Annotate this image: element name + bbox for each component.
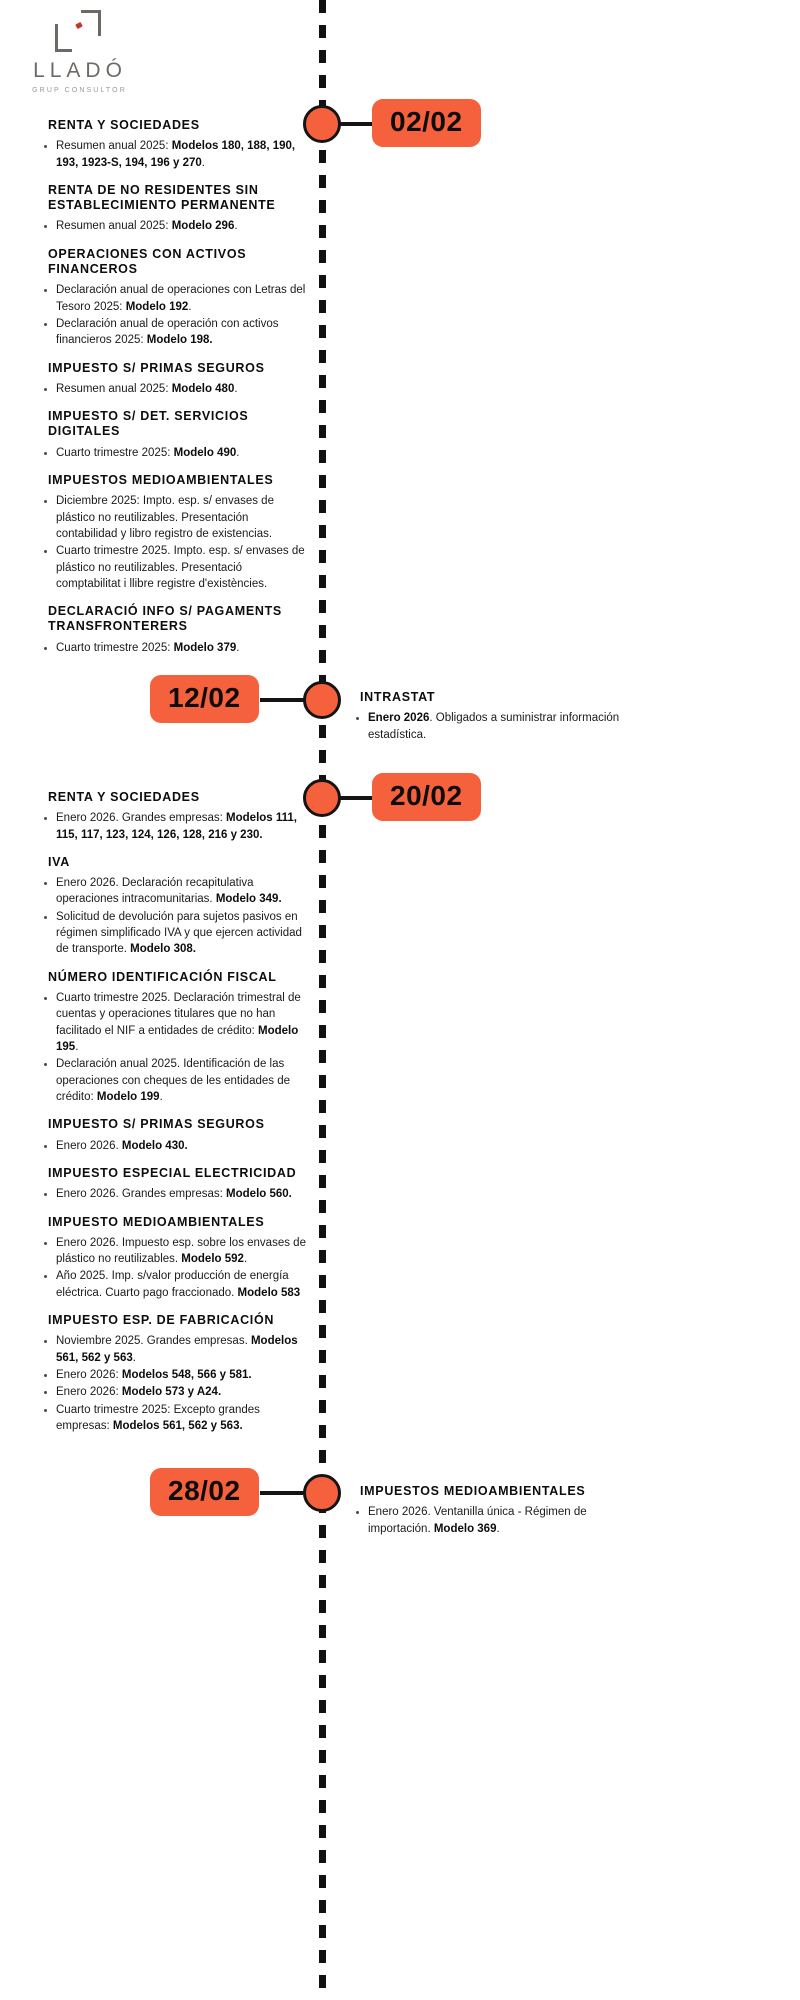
- date-content-02-02: [40, 118, 308, 668]
- tax-item-model: Modelo 195: [56, 1024, 299, 1054]
- brand-tagline: GRUP CONSULTOR: [32, 87, 127, 94]
- tax-group-title: IMPUESTOS MEDIOAMBIENTALES: [360, 1484, 586, 1498]
- tax-item-list: [40, 445, 308, 461]
- tax-group: [40, 1166, 308, 1203]
- tax-item-list: [40, 990, 308, 1105]
- tax-item-list: [40, 1138, 308, 1154]
- tax-item: Resumen anual 2025: Modelos 180, 188, 190, 193, 1923-S, 194, 196 y 270.: [40, 138, 308, 171]
- tax-item-list: [352, 710, 637, 743]
- bracket-logo-mark-icon: [55, 10, 101, 52]
- tax-group-title: IMPUESTO S/ DET. SERVICIOS DIGITALES: [48, 409, 249, 439]
- tax-item-model: Modelos 561, 562 y 563: [56, 1335, 298, 1364]
- brand-name: LLADÓ: [33, 59, 127, 82]
- tax-item: Declaración anual de operación con activos financieros 2025: Modelo 198.: [40, 316, 308, 349]
- tax-item-model: Modelo 490: [173, 446, 237, 459]
- tax-item: Enero 2026: Modelos 548, 566 y 581.: [40, 1367, 308, 1383]
- tax-item-model: Modelo 198.: [146, 334, 213, 347]
- tax-item-list: [40, 810, 308, 843]
- tax-group-title: IMPUESTO S/ PRIMAS SEGUROS: [48, 1117, 265, 1132]
- tax-item: Año 2025. Imp. s/valor producción de energía eléctrica. Cuarto pago fraccionado. Modelo 583: [40, 1268, 308, 1301]
- timeline-node-12-02: [303, 681, 341, 719]
- timeline-connector: [336, 122, 372, 126]
- tax-item-model: Modelo 349.: [215, 893, 282, 906]
- tax-group: [40, 790, 308, 843]
- timeline-node-28-02: [303, 1474, 341, 1512]
- tax-item-model: Modelo 369: [433, 1522, 497, 1535]
- tax-item: Resumen anual 2025: Modelo 296.: [40, 218, 308, 234]
- tax-group-title: RENTA Y SOCIEDADES: [48, 118, 200, 132]
- date-badge-12-02[interactable]: 12/02: [150, 675, 259, 723]
- tax-item-list: [40, 1235, 308, 1301]
- tax-group: [40, 409, 308, 461]
- tax-group-title: IVA: [48, 854, 71, 869]
- tax-item-list: [352, 1504, 637, 1537]
- tax-item: Cuarto trimestre 2025: Excepto grandes empresas: Modelos 561, 562 y 563.: [40, 1402, 308, 1435]
- tax-item-model: Modelo 560.: [226, 1188, 292, 1201]
- tax-item: Enero 2026. Grandes empresas: Modelo 560.: [40, 1186, 308, 1202]
- tax-item: Cuarto trimestre 2025. Declaración trimestral de cuentas y operaciones titulares que no han facilitado el NIF a entidades de crédito: Modelo 195.: [40, 990, 308, 1055]
- tax-item-list: [40, 1333, 308, 1434]
- timeline-connector: [260, 698, 308, 702]
- tax-item-list: [40, 875, 308, 958]
- date-content-12-02: [352, 690, 637, 755]
- tax-group: [40, 361, 308, 398]
- tax-item-list: [40, 138, 308, 171]
- tax-item: Declaración anual de operaciones con Letras del Tesoro 2025: Modelo 192.: [40, 282, 308, 315]
- tax-item-list: [40, 218, 308, 234]
- tax-item-model: Modelo 199: [96, 1091, 160, 1104]
- tax-item-list: [40, 493, 308, 592]
- tax-item: Cuarto trimestre 2025: Modelo 490.: [40, 445, 308, 461]
- tax-group: [40, 473, 308, 592]
- tax-group-title: IMPUESTO S/ PRIMAS SEGUROS: [48, 360, 265, 375]
- tax-item-model: Modelo 296: [171, 220, 235, 233]
- tax-item-list: [40, 381, 308, 397]
- tax-item-model: Modelo 583: [237, 1286, 301, 1299]
- tax-group: [352, 690, 637, 743]
- tax-item: Noviembre 2025. Grandes empresas. Modelos 561, 562 y 563.: [40, 1333, 308, 1366]
- tax-item: Cuarto trimestre 2025. Impto. esp. s/ envases de plástico no reutilizables. Presentació comptabilitat i llibre registre d'existències.: [40, 543, 308, 592]
- tax-group-title: INTRASTAT: [360, 690, 436, 704]
- tax-group-title: IMPUESTO ESP. DE FABRICACIÓN: [48, 1313, 275, 1328]
- timeline-node-02-02: [303, 105, 341, 143]
- tax-item: Solicitud de devolución para sujetos pasivos en régimen simplificado IVA y que ejercen actividad de transporte. Modelo 308.: [40, 909, 308, 958]
- date-content-20-02: [40, 790, 308, 1446]
- tax-item: Diciembre 2025: Impto. esp. s/ envases de plástico no reutilizables. Presentación contabilidad y libro registro de existencias.: [40, 493, 308, 542]
- tax-group: [40, 1313, 308, 1434]
- timeline-connector: [336, 796, 372, 800]
- tax-group: [40, 118, 308, 171]
- tax-group-title: RENTA Y SOCIEDADES: [48, 790, 200, 804]
- tax-group-title: OPERACIONES CON ACTIVOS FINANCEROS: [48, 246, 247, 276]
- tax-group: [40, 970, 308, 1106]
- brand-logo: [18, 10, 138, 94]
- tax-group: [352, 1484, 637, 1537]
- tax-item: Resumen anual 2025: Modelo 480.: [40, 381, 308, 397]
- tax-item-model: Modelo 480: [171, 382, 235, 395]
- tax-item-list: [40, 1186, 308, 1202]
- tax-item-model: Modelo 379: [173, 641, 237, 654]
- tax-item-model: Modelo 308.: [130, 943, 196, 956]
- tax-item: Enero 2026. Obligados a suministrar información estadística.: [352, 710, 637, 743]
- date-content-28-02: [352, 1484, 637, 1549]
- tax-group: [40, 1117, 308, 1154]
- tax-item-model: Modelo 592: [181, 1253, 244, 1266]
- tax-item-model: Enero 2026: [368, 712, 430, 725]
- tax-group-title: IMPUESTO ESPECIAL ELECTRICIDAD: [48, 1165, 297, 1180]
- timeline-node-20-02: [303, 779, 341, 817]
- tax-group: [40, 604, 308, 656]
- tax-item-model: Modelos 180, 188, 190, 193, 1923-S, 194, 196 y 270: [56, 140, 296, 169]
- tax-item-model: Modelos 561, 562 y 563.: [112, 1419, 243, 1432]
- tax-item: Enero 2026. Impuesto esp. sobre los envases de plástico no reutilizables. Modelo 592.: [40, 1235, 308, 1268]
- tax-group-title: NÚMERO IDENTIFICACIÓN FISCAL: [48, 969, 277, 984]
- tax-group: [40, 855, 308, 958]
- tax-group-title: RENTA DE NO RESIDENTES SIN ESTABLECIMIENTO PERMANENTE: [48, 182, 276, 213]
- tax-group-title: IMPUESTOS MEDIOAMBIENTALES: [48, 472, 274, 487]
- tax-item-list: [40, 282, 308, 348]
- tax-group: [40, 247, 308, 349]
- tax-group-title: IMPUESTO MEDIOAMBIENTALES: [48, 1214, 265, 1229]
- tax-group: [40, 183, 308, 235]
- tax-item-model: Modelo 192: [125, 300, 189, 313]
- tax-item-list: [40, 640, 308, 656]
- date-badge-02-02[interactable]: 02/02: [372, 99, 481, 147]
- tax-item: Enero 2026. Modelo 430.: [40, 1138, 308, 1154]
- tax-group: [40, 1215, 308, 1302]
- tax-item: Enero 2026. Declaración recapitulativa operaciones intracomunitarias. Modelo 349.: [40, 875, 308, 908]
- tax-item: Declaración anual 2025. Identificación de las operaciones con cheques de les entidades de crédito: Modelo 199.: [40, 1056, 308, 1105]
- date-badge-20-02[interactable]: 20/02: [372, 773, 481, 821]
- tax-item-model: Modelos 111, 115, 117, 123, 124, 126, 128, 216 y 230.: [56, 812, 297, 841]
- tax-item: Enero 2026: Modelo 573 y A24.: [40, 1384, 308, 1400]
- timeline-connector: [260, 1491, 308, 1495]
- tax-item: Enero 2026. Ventanilla única - Régimen de importación. Modelo 369.: [352, 1504, 637, 1537]
- tax-item-model: Modelo 573 y A24.: [121, 1386, 222, 1399]
- tax-item-model: Modelo 430.: [121, 1139, 188, 1152]
- tax-item: Enero 2026. Grandes empresas: Modelos 111, 115, 117, 123, 124, 126, 128, 216 y 230.: [40, 810, 308, 843]
- tax-item-model: Modelos 548, 566 y 581.: [121, 1368, 252, 1381]
- timeline-spine: [319, 0, 326, 2000]
- tax-group-title: DECLARACIÓ INFO S/ PAGAMENTS TRANSFRONTERERS: [48, 604, 282, 634]
- tax-item: Cuarto trimestre 2025: Modelo 379.: [40, 640, 308, 656]
- date-badge-28-02[interactable]: 28/02: [150, 1468, 259, 1516]
